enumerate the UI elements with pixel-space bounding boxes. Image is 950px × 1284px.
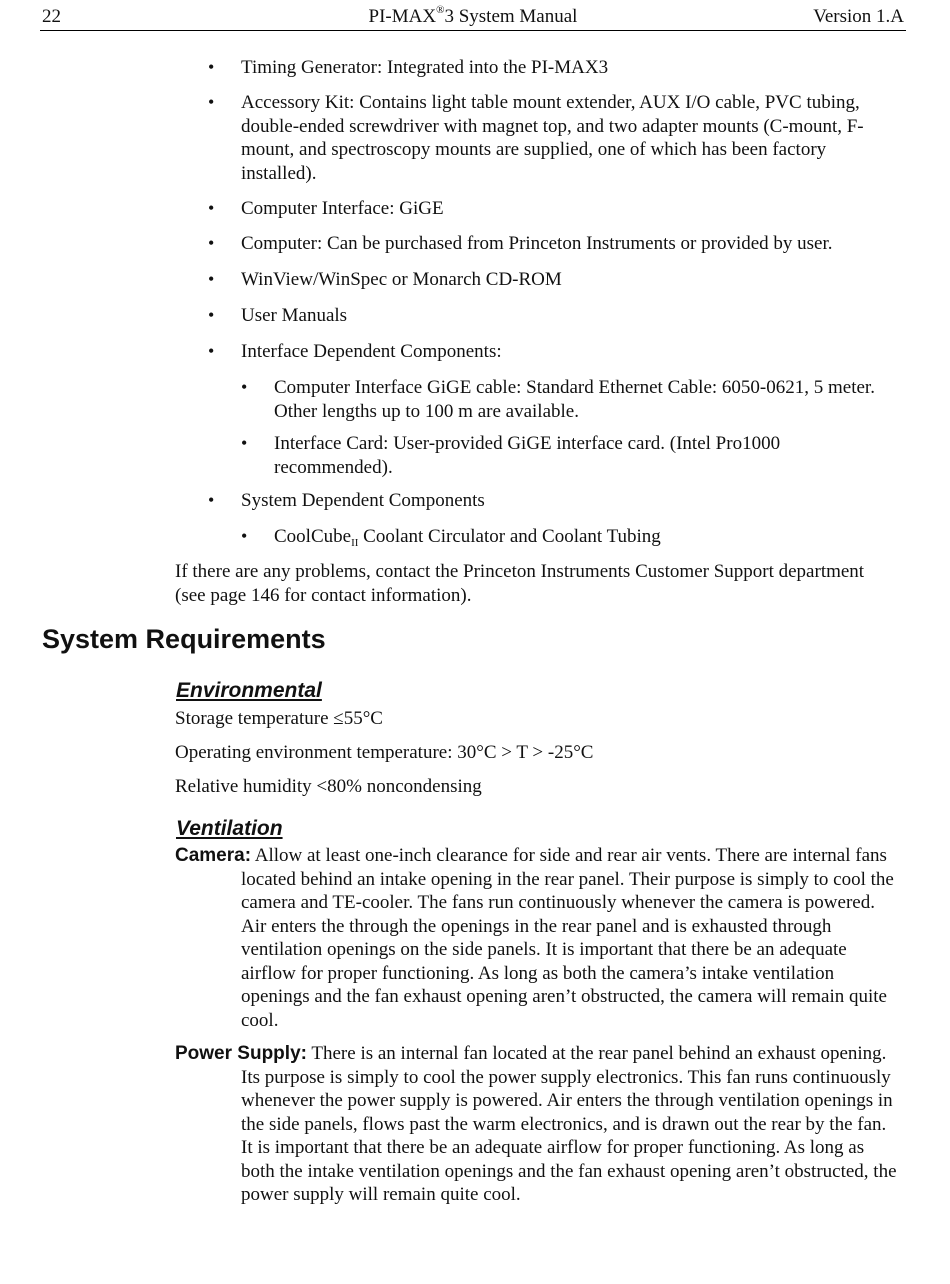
bullet-icon: • (208, 490, 215, 510)
list-item-text: Computer: Can be purchased from Princeton Instruments or provided by user. (241, 233, 833, 254)
version-label: Version 1.A (813, 6, 904, 27)
bullet-icon: • (208, 269, 215, 289)
storage-temperature: Storage temperature ≤55°C (175, 708, 383, 729)
list-item-text: User Manuals (241, 305, 348, 326)
list-item-text (274, 525, 881, 552)
power-supply-ventilation-paragraph (175, 1042, 900, 1207)
manual-title (40, 6, 906, 28)
camera-ventilation-text: Allow at least one-inch clearance for side and rear air vents. There are internal fans located behind an intake opening in the rear panel. Their purpose is simply to cool the camera and TE-cooler. The fans run continuously whenever the camera is powered. Air enters the through the openings in the rear panel and is exhausted through ventilation openings on the side panels. It is important that there be an adequate airflow for proper functioning. As long as both the camera’s intake ventilation openings and the fan exhaust opening aren’t obstructed, the camera will remain quite cool. (241, 845, 894, 1031)
list-item-text: Computer Interface GiGE cable: Standard Ethernet Cable: 6050-0621, 5 meter. Other lengths up to 100 m are available. (274, 377, 875, 422)
bullet-icon: • (208, 233, 215, 253)
list-item-text: WinView/WinSpec or Monarch CD-ROM (241, 269, 562, 290)
list-item-text: Timing Generator: Integrated into the PI-MAX3 (241, 57, 609, 78)
operating-temperature: Operating environment temperature: 30°C > T > -25°C (175, 742, 594, 763)
manual-title-prefix: PI-MAX (368, 6, 437, 27)
coolcube-description: Coolant Circulator and Coolant Tubing (358, 526, 661, 547)
camera-ventilation-paragraph (175, 844, 900, 1032)
relative-humidity: Relative humidity <80% noncondensing (175, 776, 482, 797)
list-item-text: Computer Interface: GiGE (241, 198, 444, 219)
bullet-icon: • (208, 92, 215, 112)
power-supply-label: Power Supply: (175, 1043, 307, 1064)
list-item-text: Interface Dependent Components: (241, 341, 502, 362)
bullet-icon: • (208, 198, 215, 218)
registered-mark: ® (436, 4, 445, 16)
bullet-icon: • (241, 377, 248, 397)
subsection-heading-environmental: Environmental (176, 679, 322, 702)
coolcube-name: CoolCube (274, 526, 352, 547)
bullet-icon: • (208, 341, 215, 361)
section-heading: System Requirements (42, 624, 326, 654)
bullet-icon: • (208, 57, 215, 77)
page-number: 22 (42, 6, 61, 27)
bullet-icon: • (208, 305, 215, 325)
support-note: If there are any problems, contact the Princeton Instruments Customer Support department (see page 146 for contact information). (175, 561, 865, 606)
bullet-icon: • (241, 433, 248, 453)
page-header (40, 6, 906, 31)
coolcube-subscript: II (351, 537, 359, 549)
power-supply-ventilation-text: There is an internal fan located at the rear panel behind an exhaust opening. Its purpose is simply to cool the power supply electronics. This fan runs continuously whenever the power supply is powered. Air enters the through ventilation openings in the side panels, flows past the warm electronics, and is drawn out the rear by the fan. It is important that there be an adequate airflow for proper functioning. As long as both the intake ventilation openings and the fan exhaust opening aren’t obstructed, the power supply will remain quite cool. (241, 1043, 897, 1205)
list-item-text: Accessory Kit: Contains light table mount extender, AUX I/O cable, PVC tubing, double-ended screwdriver with magnet top, and two adapter mounts (C-mount, F-mount, and spectroscopy mounts are supplied, one of which has been factory installed). (241, 92, 864, 184)
manual-title-suffix: 3 System Manual (444, 6, 578, 27)
list-item-text: Interface Card: User-provided GiGE interface card. (Intel Pro1000 recommended). (274, 433, 781, 478)
subsection-heading-ventilation: Ventilation (176, 817, 283, 840)
bullet-icon: • (241, 526, 248, 546)
list-item-text: System Dependent Components (241, 490, 485, 511)
camera-label: Camera: (175, 845, 252, 866)
